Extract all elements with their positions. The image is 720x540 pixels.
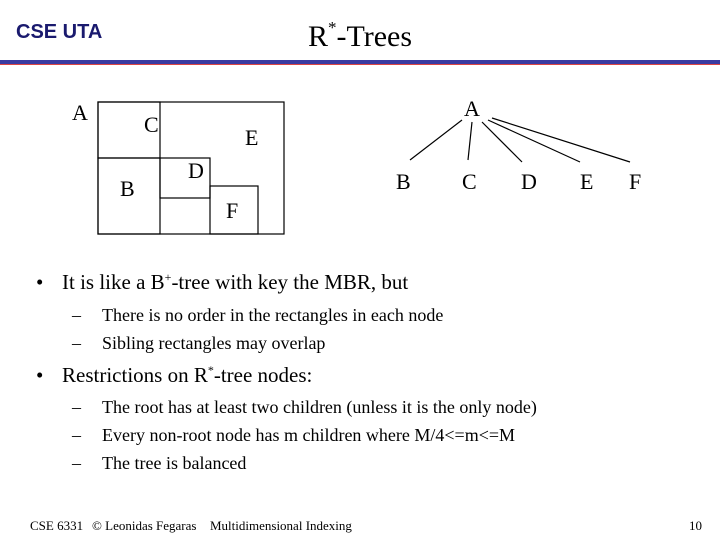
tree-root: A: [464, 96, 480, 121]
bullet-dot: •: [36, 270, 44, 294]
sub-text: Every non-root node has m children where M/4<=m<=M: [102, 425, 516, 445]
bullet-1-pre: It is like a B: [62, 270, 165, 294]
bullet-2-sub-2: [72, 425, 515, 446]
label-e: E: [245, 125, 259, 150]
bullet-1-post: -tree with key the MBR, but: [171, 270, 409, 294]
dash: –: [72, 305, 81, 325]
sub-text: The root has at least two children (unless it is the only node): [102, 397, 537, 417]
logo-text: CSE UTA: [16, 21, 103, 43]
bullet-2-sup: *: [207, 363, 214, 377]
bullet-dot: •: [36, 363, 44, 387]
label-b: B: [120, 176, 135, 201]
label-d: D: [188, 158, 204, 183]
edge-f: [492, 118, 630, 162]
bullet-1-sub-2: [72, 333, 325, 354]
tree-child-c: C: [462, 169, 477, 194]
dash: –: [72, 397, 81, 417]
footer-page-number: 10: [689, 518, 702, 533]
edge-c: [468, 122, 472, 160]
sub-text: The tree is balanced: [102, 453, 247, 473]
footer-course: CSE 6331: [30, 518, 84, 533]
tree-child-b: B: [396, 169, 411, 194]
edge-d: [482, 122, 522, 162]
title-base: R: [307, 20, 328, 53]
tree-child-d: D: [521, 169, 537, 194]
bullet-2-post: -tree nodes:: [213, 363, 313, 387]
tree-child-f: F: [629, 169, 642, 194]
rtree-figure: [0, 70, 720, 250]
footer-topic: Multidimensional Indexing: [210, 518, 352, 533]
tree-child-e: E: [580, 169, 594, 194]
title-rule: [0, 60, 720, 65]
sub-text: Sibling rectangles may overlap: [102, 333, 326, 353]
dash: –: [72, 453, 81, 473]
bullet-2-pre: Restrictions on R: [62, 363, 208, 387]
bullet-1-sup: +: [164, 270, 172, 284]
title-rest: -Trees: [336, 20, 413, 53]
bullet-1: [36, 270, 408, 295]
bullet-1-sub-1: [72, 305, 443, 326]
dash: –: [72, 333, 81, 353]
label-f: F: [226, 198, 239, 223]
label-c: C: [144, 112, 159, 137]
title-superscript: *: [327, 18, 337, 37]
slide-title: [0, 8, 720, 57]
label-a: A: [72, 100, 88, 125]
sub-text: There is no order in the rectangles in each node: [102, 305, 444, 325]
footer-author: © Leonidas Fegaras: [92, 518, 197, 533]
bullet-2-sub-3: [72, 453, 246, 474]
dash: –: [72, 425, 81, 445]
bullet-2-sub-1: [72, 397, 537, 418]
edge-b: [410, 120, 462, 160]
bullet-2: [36, 363, 312, 388]
